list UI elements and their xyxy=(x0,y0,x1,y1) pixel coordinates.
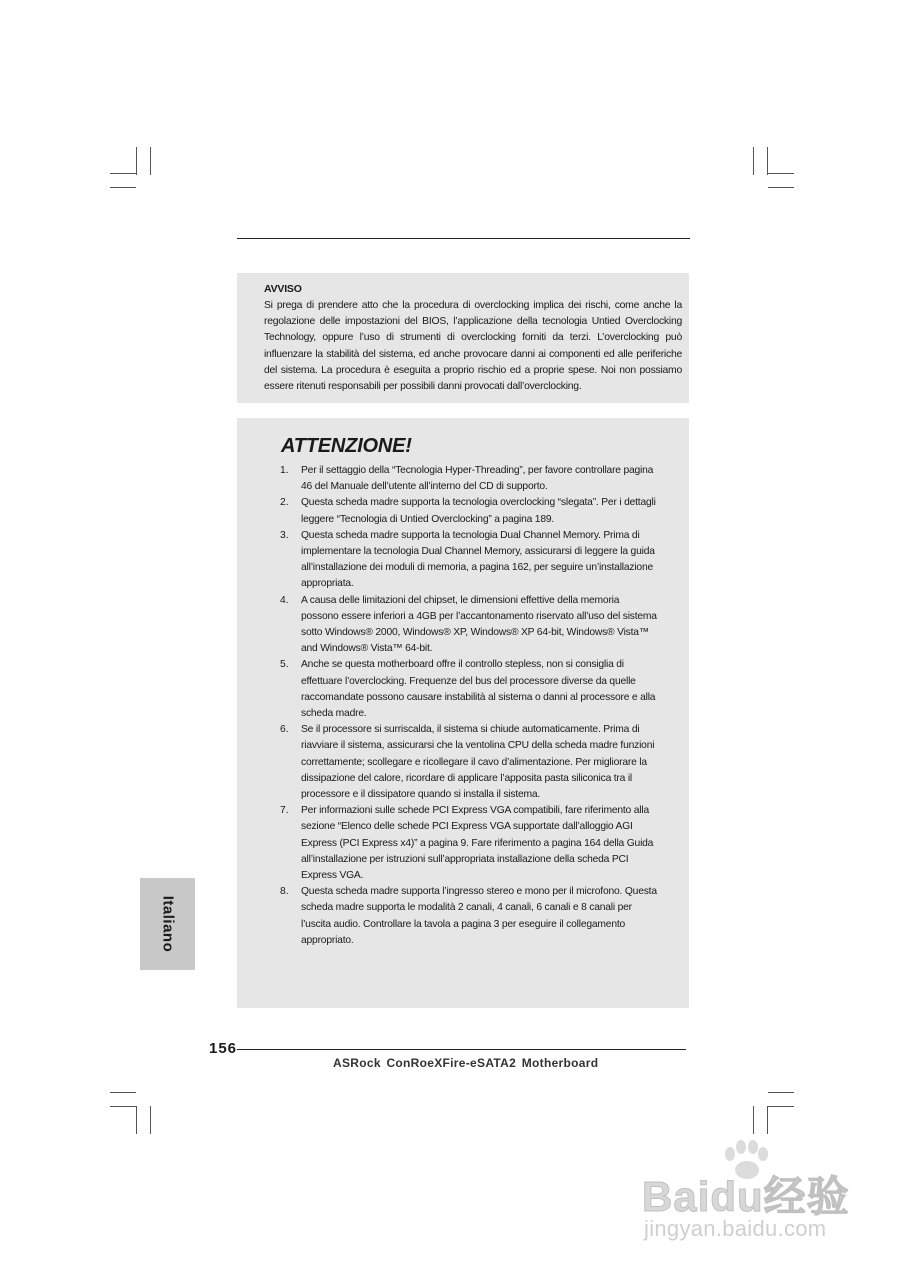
crop-mark xyxy=(136,147,137,175)
crop-mark xyxy=(768,1106,794,1107)
crop-mark xyxy=(768,173,794,174)
crop-mark xyxy=(767,1106,768,1134)
crop-mark xyxy=(110,1106,136,1107)
item-number: 3. xyxy=(280,529,289,541)
footer-rule xyxy=(237,1049,686,1050)
list-item xyxy=(237,593,689,658)
list-item xyxy=(237,463,689,495)
watermark xyxy=(642,1140,862,1250)
item-number: 1. xyxy=(280,465,289,476)
watermark-url: jingyan.baidu.com xyxy=(644,1216,827,1241)
attention-box xyxy=(237,418,689,1008)
list-item xyxy=(237,528,689,593)
list-item xyxy=(237,495,689,527)
list-item xyxy=(237,722,689,803)
item-text: Anche se questa motherboard offre il controllo stepless, non si consiglia di effettuare l’overclocking. Frequenze del bus del processore diverse da quelle raccomandate possono causare instabilità al sistema o danni al processore e alla scheda madre. xyxy=(301,659,656,720)
crop-mark xyxy=(110,187,136,188)
header-rule xyxy=(237,238,690,239)
crop-mark xyxy=(136,1106,137,1134)
crop-mark xyxy=(110,1092,136,1093)
language-tab xyxy=(140,878,195,970)
crop-mark xyxy=(768,1092,794,1093)
item-number: 4. xyxy=(280,594,289,606)
item-number: 8. xyxy=(280,886,289,898)
list-item xyxy=(237,657,689,722)
item-text: Questa scheda madre supporta la tecnologia overclocking “slegata”. Per i dettagli leggere “Tecnologia di Untied Overclocking” a pagina 189. xyxy=(301,497,656,525)
crop-mark xyxy=(150,1106,151,1134)
item-text: Per il settaggio della “Tecnologia Hyper-Threading”, per favore controllare pagina 46 del Manuale dell’utente all’interno del CD di supporto. xyxy=(301,465,654,493)
list-item xyxy=(237,884,689,949)
item-text: Per informazioni sulle schede PCI Express VGA compatibili, fare riferimento alla sezione “Elenco delle schede PCI Express VGA supportate dall’alloggio AGI Express (PCI Express x4)” a pagina 9. Fare riferimento a pagina 164 della Guida all’installazione per istruzioni sull’appropriata installazione della scheda PCI Express VGA. xyxy=(301,805,654,882)
attention-list xyxy=(237,463,689,949)
page-number: 156 xyxy=(209,1040,238,1057)
item-text: Questa scheda madre supporta l’ingresso stereo e mono per il microfono. Questa scheda madre supporta le modalità 2 canali, 4 canali, 6 canali e 8 canali per l’uscita audio. Controllare la tavola a pagina 3 per eseguire il collegamento appropriato. xyxy=(301,886,657,946)
footer-product: ASRock ConRoeXFire-eSATA2 Motherboard xyxy=(333,1056,599,1070)
crop-mark xyxy=(150,147,151,175)
item-number: 2. xyxy=(280,497,289,509)
item-text: Questa scheda madre supporta la tecnologia Dual Channel Memory. Prima di implementare la tecnologia Dual Channel Memory, assicurarsi di leggere la guida all’installazione dei moduli di memoria, a pagina 162, per seguire un’installazione appropriata. xyxy=(301,529,655,590)
crop-mark xyxy=(767,147,768,175)
notice-box xyxy=(237,273,689,403)
crop-mark xyxy=(110,173,136,174)
notice-title: AVVISO xyxy=(264,283,302,295)
notice-body: Si prega di prendere atto che la procedura di overclocking implica dei rischi, come anche la regolazione delle impostazioni del BIOS, l’applicazione della tecnologia Untied Overclocking Technology, oppure l’uso di strumenti di overclocking forniti da terzi. L’overclocking può influenzare la stabilità del sistema, ed anche provocare danni ai componenti ed alle periferiche del sistema. La procedura è eseguita a proprio rischio ed a proprie spese. Noi non possiamo essere ritenuti responsabili per possibili danni provocati dall’overclocking. xyxy=(264,300,682,393)
list-item xyxy=(237,803,689,884)
watermark-logo: Baidu经验 xyxy=(642,1173,850,1220)
attention-title: ATTENZIONE! xyxy=(281,435,412,457)
item-text: Se il processore si surriscalda, il sistema si chiude automaticamente. Prima di riavviare il sistema, assicurarsi che la ventolina CPU della scheda madre funzioni correttamente; scollegare e ricollegare il cavo d’alimentazione. Per migliorare la dissipazione del calore, ricordare di applicare l’apposita pasta siliconica tra il processore e il dissipatore quando si installa il sistema. xyxy=(301,724,655,801)
item-number: 6. xyxy=(280,724,289,736)
crop-mark xyxy=(753,147,754,175)
item-text: A causa delle limitazioni del chipset, le dimensioni effettive della memoria possono essere inferiori a 4GB per l’accantonamento riservato all’uso del sistema sotto Windows® 2000, Windows® XP, Windows® XP 64-bit, Windows® Vista™ and Windows® Vista™ 64-bit. xyxy=(301,594,657,655)
item-number: 5. xyxy=(280,659,289,671)
crop-mark xyxy=(768,187,794,188)
item-number: 7. xyxy=(280,805,289,817)
language-tab-label: Italiano xyxy=(159,895,176,953)
crop-mark xyxy=(753,1106,754,1134)
